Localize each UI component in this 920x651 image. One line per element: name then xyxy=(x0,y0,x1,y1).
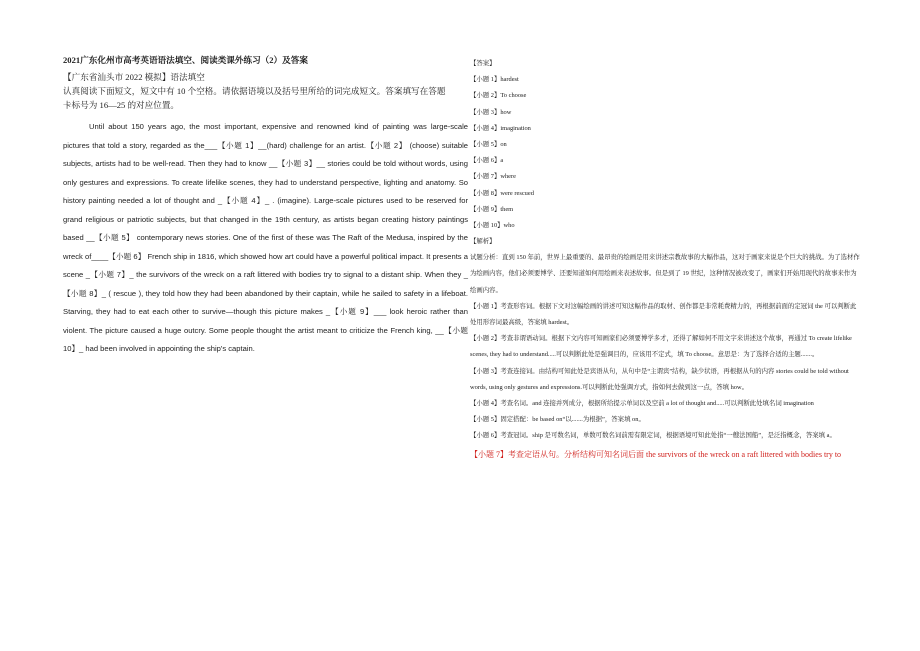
analysis-item: 【小题 2】考查非谓语动词。根据下文内容可知画家们必须要博学多才，还得了解如何不用文字来讲述这个故事，再通过 To create lifelike scenes, they had to understand.....可以判断此处是强调目的，应该用不定式，填 To choose。意思是：为了选择合适的主题.......。 xyxy=(470,335,852,359)
answer-item: 【小题 3】how xyxy=(470,108,512,116)
analysis-item: 【小题 6】考查冠词。ship 是可数名词，单数可数名词前需有限定词，根据语境可知此处指“一艘法国船”，是泛指概念，答案填 a。 xyxy=(470,432,836,440)
analysis-intro: 试题分析：直到 150 年前，世界上最重要的、最昂贵的绘画是用来讲述宗教故事的大幅作品，这对于画家来说是个巨大的挑战。为了选材作为绘画内容，他们必须要博学、还要知道如何用绘画来表述故事。但是到了 19 世纪，这种情况被改变了，画家们开始用现代的故事来作为绘画内容。 xyxy=(470,254,860,294)
answer-header: 【答案】 xyxy=(470,60,496,67)
document-title: 2021广东化州市高考英语语法填空、阅读类课外练习（2）及答案 xyxy=(63,55,308,65)
analysis-item: 【小题 3】考查连接词。由结构可知此处是宾语从句，从句中是“主谓宾”结构，缺少状语，再根据从句的内容 stories could be told without words, using only gestures and expressions.可以判断此处强调方式，指如何去做到这一点，答填 how。 xyxy=(470,367,849,391)
analysis-item-highlighted: 【小题 7】考查定语从句。分析结构可知名词后面 the survivors of the wreck on a raft littered with bodies try to xyxy=(470,449,842,459)
answer-item: 【小题 7】where xyxy=(470,173,516,181)
answer-item: 【小题 10】who xyxy=(470,221,515,229)
answer-item: 【小题 9】them xyxy=(470,205,514,213)
answer-item: 【小题 4】imagination xyxy=(470,124,531,132)
analysis-item: 【小题 4】考查名词。and 连接并列成分，根据所给提示单词以及空前 a lot of thought and.....可以判断此处填名词 imagination xyxy=(470,400,814,408)
question-source: 【广东省汕头市 2022 模拟】语法填空 xyxy=(63,72,205,82)
answer-item: 【小题 6】a xyxy=(470,157,504,165)
answer-item: 【小题 1】hardest xyxy=(470,76,519,84)
answer-item: 【小题 8】were rescued xyxy=(470,189,534,197)
analysis-item: 【小题 1】考查形容词。根据下文对这幅绘画的讲述可知这幅作品的取材、创作都是非常耗费精力的，再根据前面的定冠词 the 可以判断此处用形容词最高级，答案填 hardest。 xyxy=(470,302,857,327)
question-column xyxy=(63,54,468,359)
instructions: 认真阅读下面短文，短文中有 10 个空格。请依据语境以及括号里所给的词完成短文。答案填写在答题卡标号为 16—25 的对应位置。 xyxy=(63,86,446,110)
cloze-passage: Until about 150 years ago, the most important, expensive and renowned kind of painting was large-scale pictures that told a story, regarded as the___【小题 1】__(hard) challenge for an artist.【小题 2】 (choose) suitable subjects, artists had to be well-read. Then they had to know __【小题 3】__ stories could be told without words, using only gestures and expressions. To create lifelike scenes, they had to understand perspective, lighting and anatomy. So history painting needed a lot of thought and _【小题 4】_ . (imagine). Large-scale pictures used to be reserved for grand religious or patriotic subjects, but that changed in the 19th century, as artists began creating history paintings based __【小题 5】 contemporary news stories. One of the first of these was The Raft of the Medusa, inspired by the wreck of____【小题 6】 French ship in 1816, which showed how art could have a powerful political impact. It presents a scene _【小题 7】_ the survivors of the wreck on a raft littered with bodies try to signal to a distant ship. When they _【小题 8】_ ( rescue ), they told how they had been abandoned by their captain, while he sailed to safety in a lifeboat. Starving, they had to eat each other to survive—though this picture makes _【小题 9】___ look heroic rather than violent. The picture caused a huge outcry. Some people thought the artist meant to criticize the French king, __【小题 10】_ had been involved in appointing the ship's captain. xyxy=(63,122,468,353)
answer-item: 【小题 5】on xyxy=(470,140,507,148)
answer-column xyxy=(470,56,860,463)
analysis-item: 【小题 5】固定搭配：be based on“以.......为根据”，答案填 on。 xyxy=(470,416,645,424)
analysis-header: 【解析】 xyxy=(470,238,496,246)
answer-item: 【小题 2】To choose xyxy=(470,92,527,100)
